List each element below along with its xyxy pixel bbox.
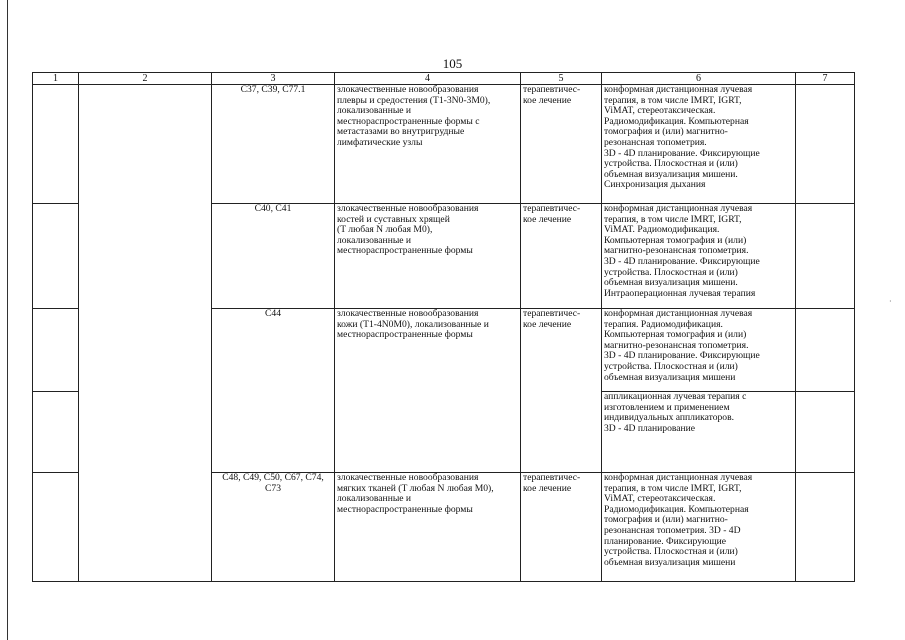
treatment-method-cell: конформная дистанционная лучевая терапия. Радиомодификация. Компьютерная томография и (или) магнитно-резонансная топометрия. 3D - 4D планирование. Фиксирующие устройства. Плоскостная и (или) объемная визуализация мишени (602, 309, 796, 392)
col7-cell (796, 473, 855, 582)
diagnosis-cell: злокачественные новообразования плевры и средостения (T1-3N0-3M0), локализованные и местнораспространенные формы с метастазами во внутригрудные лимфатические узлы (335, 85, 521, 204)
column-header-6: 6 (602, 73, 796, 85)
col2-merged-cell (79, 85, 212, 582)
treatment-method-cell: конформная дистанционная лучевая терапия, в том числе IMRT, IGRT, ViMAT, стереотаксическая. Радиомодификация. Компьютерная томография и (или) магнитно- резонансная топометрия. 3D - 4D планирование. Фиксирующие устройства. Плоскостная и (или) объемная визуализация мишени. Синхронизация дыхания (602, 85, 796, 204)
treatment-type-cell: терапевтичес- кое лечение (521, 309, 602, 473)
table-row (33, 85, 855, 204)
treatment-type-cell: терапевтичес- кое лечение (521, 85, 602, 204)
column-header-5: 5 (521, 73, 602, 85)
col7-cell (796, 392, 855, 473)
col7-cell (796, 85, 855, 204)
treatment-type-cell: терапевтичес- кое лечение (521, 473, 602, 582)
treatment-type-cell: терапевтичес- кое лечение (521, 204, 602, 309)
column-header-1: 1 (33, 73, 79, 85)
treatment-method-cell: конформная дистанционная лучевая терапия, в том числе IMRT, IGRT, ViMAT. Радиомодификация. Компьютерная томография и (или) магнитно-резонансная топометрия. 3D - 4D планирование. Фиксирующие устройства. Плоскостная и (или) объемная визуализация мишени. Интраоперационная лучевая терапия (602, 204, 796, 309)
col7-cell (796, 309, 855, 392)
column-header-4: 4 (335, 73, 521, 85)
column-header-7: 7 (796, 73, 855, 85)
icd-codes-cell: C48, C49, C50, C67, C74, C73 (212, 473, 335, 582)
col1-cell (33, 473, 79, 582)
diagnosis-cell: злокачественные новообразования кожи (T1-4N0M0), локализованные и местнораспространенные формы (335, 309, 521, 473)
icd-codes-cell: C37, C39, C77.1 (212, 85, 335, 204)
treatment-method-cell: аппликационная лучевая терапия с изготовлением и применением индивидуальных аппликаторов. 3D - 4D планирование (602, 392, 796, 473)
col1-cell (33, 204, 79, 309)
diagnosis-cell: злокачественные новообразования костей и суставных хрящей (T любая N любая M0), локализованные и местнораспространенные формы (335, 204, 521, 309)
medical-services-table (32, 72, 855, 582)
column-header-2: 2 (79, 73, 212, 85)
treatment-method-cell: конформная дистанционная лучевая терапия, в том числе IMRT, IGRT, ViMAT, стереотаксическая. Радиомодификация. Компьютерная томография и (или) магнитно- резонансная топометрия. 3D - 4D планирование. Фиксирующие устройства. Плоскостная и (или) объемная визуализация мишени (602, 473, 796, 582)
col1-cell (33, 392, 79, 473)
icd-codes-cell: C44 (212, 309, 335, 473)
stray-mark: · (889, 297, 892, 306)
col1-cell (33, 309, 79, 392)
col1-cell (33, 85, 79, 204)
icd-codes-cell: C40, C41 (212, 204, 335, 309)
column-number-row (33, 73, 855, 85)
column-header-3: 3 (212, 73, 335, 85)
col7-cell (796, 204, 855, 309)
left-margin-rule (7, 0, 8, 640)
diagnosis-cell: злокачественные новообразования мягких тканей (T любая N любая M0), локализованные и местнораспространенные формы (335, 473, 521, 582)
page-number: 105 (442, 56, 463, 71)
